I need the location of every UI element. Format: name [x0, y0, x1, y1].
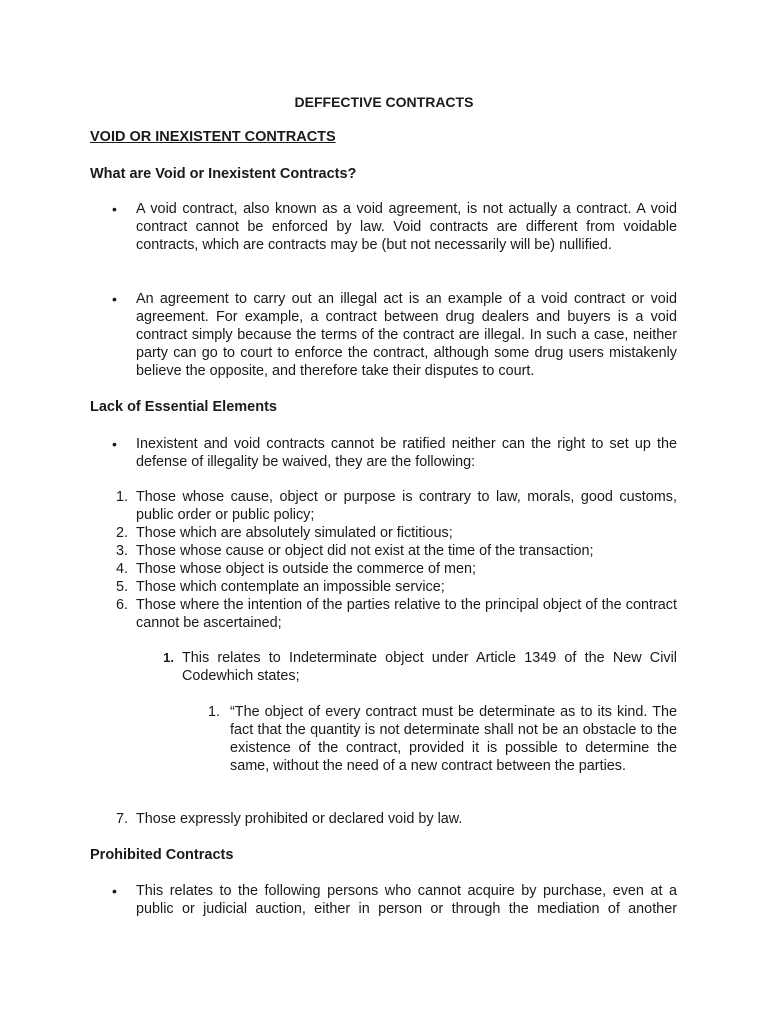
list-item: Those whose cause or object did not exist at the time of the transaction; — [136, 543, 594, 559]
list-item: Those which contemplate an impossible service; — [136, 579, 445, 595]
sub-list-item: This relates to Indeterminate object under Article 1349 of the New Civil Codewhich states; — [182, 650, 677, 684]
list-number: 2. — [115, 525, 128, 541]
section-heading-void: VOID OR INEXISTENT CONTRACTS — [90, 129, 336, 145]
list-number: 3. — [115, 543, 128, 559]
question-heading: What are Void or Inexistent Contracts? — [90, 166, 357, 182]
quoted-article-text: “The object of every contract must be determinate as to its kind. The fact that the quantity is not determinate shall not be an obstacle to the existence of the contract, provided it is possible to determine the same, without the need of a new contract between the parties. — [230, 704, 677, 774]
list-number: 1. — [115, 489, 128, 505]
list-item: Those whose object is outside the commerce of men; — [136, 561, 476, 577]
list-item: Those whose cause, object or purpose is contrary to law, morals, good customs, public order or public policy; — [136, 489, 677, 523]
bullet-marker: • — [112, 436, 117, 452]
list-item: Those which are absolutely simulated or fictitious; — [136, 525, 453, 541]
lack-bullet: Inexistent and void contracts cannot be ratified neither can the right to set up the defense of illegality be waived, they are the following: — [136, 436, 677, 470]
document-title: DEFFECTIVE CONTRACTS — [294, 94, 474, 110]
bullet-marker: • — [112, 883, 117, 899]
list-number: 5. — [115, 579, 128, 595]
prohibited-bullet: This relates to the following persons who cannot acquire by purchase, even at a public or judicial auction, either in person or through the mediation of another — [136, 883, 677, 917]
bullet-marker: • — [112, 291, 117, 307]
sub-list-number: 1. — [163, 650, 174, 665]
sub-sub-list-number: 1. — [207, 704, 220, 720]
bullet-marker: • — [112, 201, 117, 217]
void-bullet-2: An agreement to carry out an illegal act is an example of a void contract or void agreement. For example, a contract between drug dealers and buyers is a void contract simply because the terms of the contract are illegal. In such a case, neither party can go to court to enforce the contract, although some drug users mistakenly believe the opposite, and therefore take their disputes to court. — [136, 291, 677, 379]
list-number: 6. — [115, 597, 128, 613]
list-number: 7. — [115, 811, 128, 827]
lack-heading: Lack of Essential Elements — [90, 399, 277, 415]
prohibited-heading: Prohibited Contracts — [90, 847, 234, 863]
list-item: Those where the intention of the parties relative to the principal object of the contract cannot be ascertained; — [136, 597, 677, 631]
list-item: Those expressly prohibited or declared void by law. — [136, 811, 463, 827]
list-number: 4. — [115, 561, 128, 577]
void-bullet-1: A void contract, also known as a void agreement, is not actually a contract. A void contract cannot be enforced by law. Void contracts are different from voidable contracts, which are contracts may be (but not necessarily will be) nullified. — [136, 201, 677, 253]
